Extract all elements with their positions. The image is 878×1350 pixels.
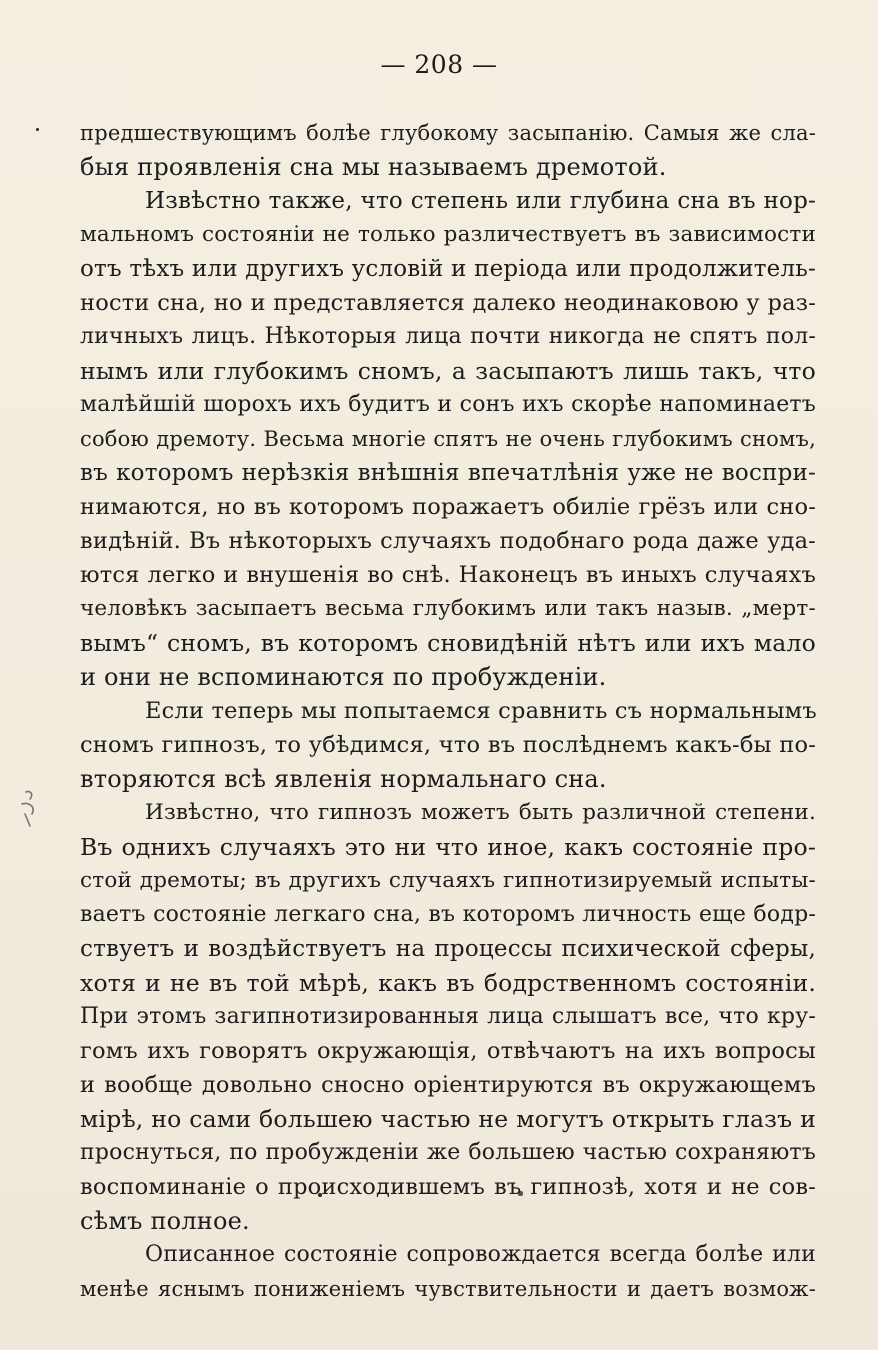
- text-line: мальномъ состояніи не только различествуетъ въ зависимости: [80, 222, 816, 247]
- text-line: сномъ гипнозъ, то убѣдимся, что въ послѣднемъ какъ-бы по-: [80, 732, 816, 758]
- text-line: Извѣстно, что гипнозъ можетъ быть различной степени.: [145, 800, 816, 825]
- text-line: гомъ ихъ говорятъ окружающія, отвѣчаютъ на ихъ вопросы: [80, 1038, 816, 1064]
- text-line: ности сна, но и представляется далеко неодинаковою у раз-: [80, 290, 816, 316]
- text-line: проснуться, по пробужденіи же большею частью сохраняютъ: [80, 1140, 816, 1165]
- text-line: Извѣстно также, что степень или глубина сна въ нор-: [145, 188, 816, 214]
- text-line: вторяются всѣ явленія нормальнаго сна.: [80, 765, 607, 793]
- page-number: — 208 —: [380, 50, 498, 79]
- text-line: Если теперь мы попытаемся сравнить съ нормальнымъ: [145, 698, 817, 724]
- text-line: менѣе яснымъ пониженіемъ чувствительности и даетъ возмож-: [80, 1277, 816, 1301]
- text-line: мірѣ, но сами большею частью не могутъ открыть глазъ и: [80, 1105, 816, 1133]
- text-line: ствуетъ и воздѣйствуетъ на процессы психической сферы,: [80, 936, 816, 962]
- text-line: воспоминаніе о происходившемъ въ гипнозѣ, хотя и не сов-: [80, 1174, 816, 1200]
- text-line: въ которомъ нерѣзкія внѣшнія впечатлѣнія уже не воспри-: [80, 460, 816, 486]
- text-line: и они не вспоминаются по пробужденіи.: [80, 663, 607, 691]
- text-line: сѣмъ полное.: [80, 1207, 250, 1235]
- text-line: Описанное состояніе сопровождается всегда болѣе или: [145, 1242, 816, 1267]
- text-line: личныхъ лицъ. Нѣкоторыя лица почти никогда не спятъ пол-: [80, 324, 816, 349]
- text-line: нимаются, но въ которомъ поражаетъ обиліе грёзъ или сно-: [80, 494, 816, 520]
- text-line: малѣйшій шорохъ ихъ будитъ и сонъ ихъ скорѣе напоминаетъ: [80, 392, 816, 417]
- text-line: собою дремоту. Весьма многіе спятъ не очень глубокимъ сномъ,: [80, 427, 816, 451]
- text-line: ются легко и внушенія во снѣ. Наконецъ въ иныхъ случаяхъ: [80, 562, 816, 588]
- text-line: отъ тѣхъ или другихъ условій и періода или продолжитель-: [80, 256, 816, 282]
- text-line: вымъ“ сномъ, въ которомъ сновидѣній нѣтъ или ихъ мало: [80, 629, 816, 657]
- text-line: быя проявленія сна мы называемъ дремотой.: [80, 153, 667, 181]
- text-line: Въ однихъ случаяхъ это ни что иное, какъ состояніе про-: [80, 833, 816, 861]
- text-line: хотя и не въ той мѣрѣ, какъ въ бодрственномъ состояніи.: [80, 969, 816, 997]
- text-line: предшествующимъ болѣе глубокому засыпанію. Самыя же сла-: [80, 121, 816, 145]
- text-line: ваетъ состояніе легкаго сна, въ которомъ личность еще бодр-: [80, 902, 816, 927]
- text-line: и вообще довольно сносно оріентируются въ окружающемъ: [80, 1072, 816, 1098]
- text-line: При этомъ загипнотизированныя лица слышатъ все, что кру-: [80, 1004, 816, 1029]
- text-line: человѣкъ засыпаетъ весьма глубокимъ или такъ назыв. „мерт-: [80, 596, 816, 621]
- text-line: стой дремоты; въ другихъ случаяхъ гипнотизируемый испыты-: [80, 868, 816, 893]
- text-line: видѣній. Въ нѣкоторыхъ случаяхъ подобнаго рода даже уда-: [80, 528, 816, 554]
- text-line: нымъ или глубокимъ сномъ, а засыпаютъ лишь такъ, что: [80, 357, 816, 385]
